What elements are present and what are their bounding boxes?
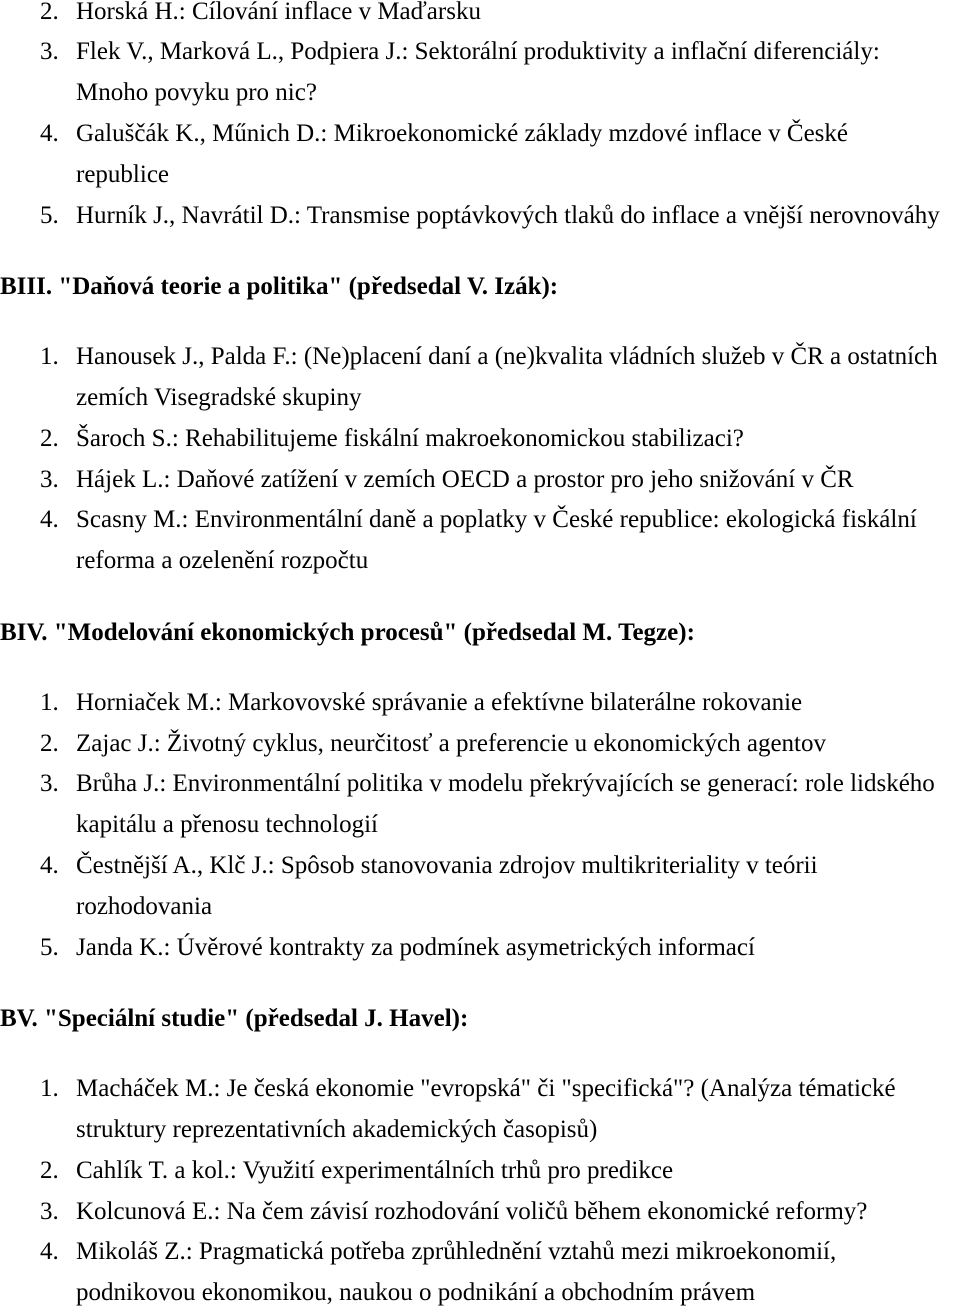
item-number: 1. [40, 688, 59, 716]
item-text: Horniaček M.: Markovovské správanie a efektívne bilaterálne rokovanie [76, 688, 803, 716]
item-text: Hurník J., Navrátil D.: Transmise poptávkových tlaků do inflace a vnější nerovnováhy [76, 201, 940, 229]
section-bv [0, 999, 960, 1314]
item-text: Flek V., Marková L., Podpiera J.: Sektorální produktivity a inflační diferenciály: [76, 38, 880, 66]
list-item [0, 724, 960, 765]
item-text: Hanousek J., Palda F.: (Ne)placení daní a (ne)kvalita vládních služeb v ČR a ostatních [76, 343, 938, 371]
item-number: 1. [40, 1075, 59, 1103]
item-number: 4. [40, 851, 59, 879]
item-number: 2. [40, 1156, 59, 1184]
item-text: Scasny M.: Environmentální daně a poplatky v České republice: ekologická fiskální [76, 506, 917, 534]
item-text: Horská H.: Cílování inflace v Maďarsku [76, 0, 481, 25]
item-line [0, 1151, 960, 1192]
item-text: Galuščák K., Műnich D.: Mikroekonomické základy mzdové inflace v České [76, 120, 848, 147]
item-text: Brůha J.: Environmentální politika v modelu překrývajících se generací: role lidského [76, 770, 935, 798]
item-line [0, 764, 960, 805]
item-line [0, 32, 960, 73]
item-text: Cahlík T. a kol.: Využití experimentálních trhů pro predikce [76, 1156, 674, 1184]
item-number: 3. [40, 38, 59, 66]
item-number: 5. [40, 201, 59, 229]
item-line [0, 805, 960, 846]
item-line [0, 500, 960, 541]
list-item [0, 846, 960, 928]
item-line [0, 0, 960, 32]
list-item [0, 1151, 960, 1192]
item-text: rozhodovania [76, 892, 213, 920]
list-item [0, 1232, 960, 1314]
list-item [0, 419, 960, 460]
item-text: Mikoláš Z.: Pragmatická potřeba zprůhlednění vztahů mezi mikroekonomií, [76, 1238, 837, 1266]
item-text: struktury reprezentativních akademických časopisů) [76, 1115, 598, 1143]
item-number: 2. [40, 424, 59, 452]
section-heading: BIII. "Daňová teorie a politika" (předsedal V. Izák): [0, 273, 559, 301]
list-item [0, 1069, 960, 1151]
item-text: podnikovou ekonomikou, naukou o podnikání a obchodním právem [76, 1279, 756, 1307]
list-item [0, 500, 960, 582]
item-number: 3. [40, 1197, 59, 1225]
item-line [0, 724, 960, 765]
item-number: 2. [40, 0, 59, 25]
item-line [0, 928, 960, 969]
list-item [0, 0, 960, 32]
item-number: 3. [40, 770, 59, 798]
item-text: Kolcunová E.: Na čem závisí rozhodování voličů během ekonomické reformy? [76, 1197, 868, 1225]
list-item [0, 928, 960, 969]
item-line [0, 155, 960, 196]
list-item [0, 683, 960, 724]
list-item [0, 114, 960, 196]
item-line [0, 1273, 960, 1314]
list-item [0, 32, 960, 114]
list-item [0, 337, 960, 419]
item-text: zemích Visegradské skupiny [76, 383, 362, 411]
item-text: Hájek L.: Daňové zatížení v zemích OECD a prostor pro jeho snižování v ČR [76, 465, 854, 493]
section-heading: BV. "Speciální studie" (předsedal J. Havel): [0, 1005, 469, 1033]
item-text: republice [76, 160, 170, 188]
item-text: Šaroch S.: Rehabilitujeme fiskální makroekonomickou stabilizaci? [76, 424, 744, 452]
item-line [0, 846, 960, 887]
item-line [0, 460, 960, 501]
item-text: Mnoho povyku pro nic? [76, 79, 317, 107]
item-line [0, 1110, 960, 1151]
item-line [0, 1069, 960, 1110]
list-item [0, 1192, 960, 1233]
item-line [0, 683, 960, 724]
list-item [0, 460, 960, 501]
list-item [0, 196, 960, 237]
item-number: 2. [40, 729, 59, 757]
item-line [0, 337, 960, 378]
item-text: reforma a ozelenění rozpočtu [76, 547, 369, 575]
item-line [0, 196, 960, 237]
item-number: 5. [40, 933, 59, 961]
section-continued [0, 0, 960, 236]
item-text: Macháček M.: Je česká ekonomie "evropská" či "specifická"? (Analýza tématické [76, 1075, 896, 1103]
item-number: 4. [40, 506, 59, 534]
item-line [0, 378, 960, 419]
item-line [0, 1232, 960, 1273]
item-line [0, 541, 960, 582]
item-number: 4. [40, 120, 59, 147]
item-line [0, 114, 960, 155]
section-biv [0, 613, 960, 968]
section-biii [0, 267, 960, 582]
item-line [0, 419, 960, 460]
list-item [0, 764, 960, 846]
item-number: 1. [40, 343, 59, 371]
item-number: 3. [40, 465, 59, 493]
section-heading: BIV. "Modelování ekonomických procesů" (předsedal M. Tegze): [0, 618, 695, 646]
item-text: Zajac J.: Životný cyklus, neurčitosť a preferencie u ekonomických agentov [76, 729, 826, 757]
item-text: kapitálu a přenosu technologií [76, 811, 379, 839]
item-text: Čestnější A., Klč J.: Spôsob stanovovania zdrojov multikriteriality v teórii [76, 851, 818, 879]
item-line [0, 1192, 960, 1233]
item-line [0, 887, 960, 928]
item-number: 4. [40, 1238, 59, 1266]
item-text: Janda K.: Úvěrové kontrakty za podmínek asymetrických informací [76, 933, 755, 961]
item-line [0, 73, 960, 114]
